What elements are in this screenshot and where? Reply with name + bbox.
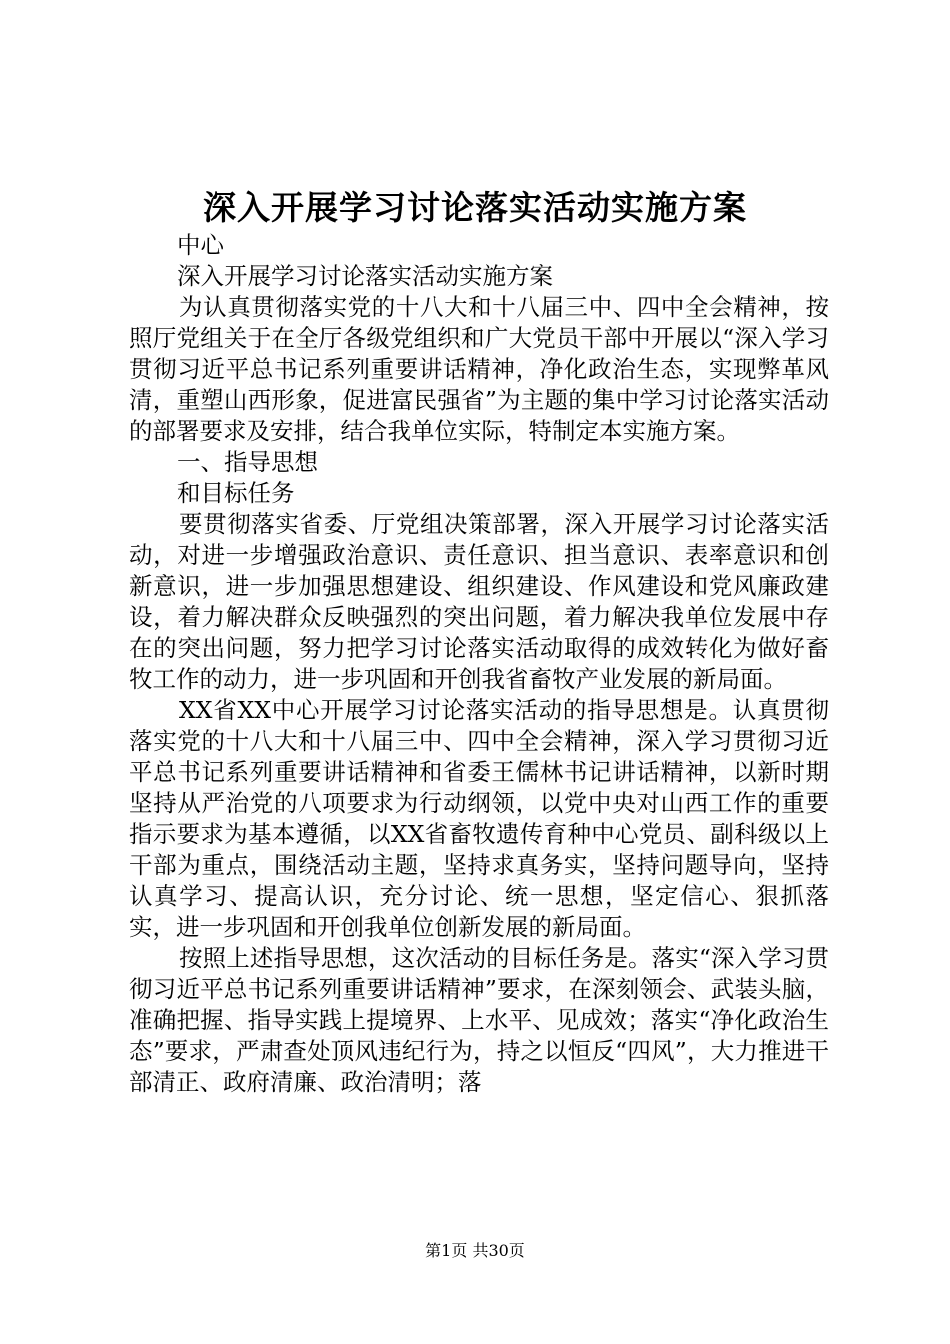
document-title: 深入开展学习讨论落实活动实施方案 [203,188,747,227]
paragraph-target-tasks: 按照上述指导思想，这次活动的目标任务是。落实“深入学习贯彻习近平总书记系列重要讲话精神”要求，在深刻领会、武装头脑，准确把握、指导实践上提境界、上水平、见成效；落实“净化政治生态”要求，严肃查处顶风违纪行为，持之以恒反“四风”，大力推进干部清正、政府清廉、政治清明；落 [129,944,829,1096]
page-number-footer: 第1页 共30页 [425,1241,525,1260]
paragraph-intro: 为认真贯彻落实党的十八大和十八届三中、四中全会精神，按照厅党组关于在全厅各级党组织和广大党员干部中开展以“深入学习贯彻习近平总书记系列重要讲话精神，净化政治生态，实现弊革风清，重塑山西形象，促进富民强省”为主题的集中学习讨论落实活动的部署要求及安排，结合我单位实际，特制定本实施方案。 [129,293,829,445]
section-heading-1-cont: 和目标任务 [177,479,295,507]
paragraph-guiding-thought: XX省XX中心开展学习讨论落实活动的指导思想是。认真贯彻落实党的十八大和十八届三中、四中全会精神，深入学习贯彻习近平总书记系列重要讲话精神和省委王儒林书记讲话精神，以新时期坚持从严治党的八项要求为行动纲领，以党中央对山西工作的重要指示要求为基本遵循，以XX省畜牧遗传育种中心党员、副科级以上干部为重点，围绕活动主题，坚持求真务实，坚持问题导向，坚持认真学习、提高认识，充分讨论、统一思想，坚定信心、狠抓落实，进一步巩固和开创我单位创新发展的新局面。 [129,696,829,941]
paragraph-requirements: 要贯彻落实省委、厅党组决策部署，深入开展学习讨论落实活动，对进一步增强政治意识、责任意识、担当意识、表率意识和创新意识，进一步加强思想建设、组织建设、作风建设和党风廉政建设，着力解决群众反映强烈的突出问题，着力解决我单位发展中存在的突出问题，努力把学习讨论落实活动取得的成效转化为做好畜牧工作的动力，进一步巩固和开创我省畜牧产业发展的新局面。 [129,510,829,693]
section-heading-1: 一、指导思想 [177,448,318,476]
paragraph-subtitle: 深入开展学习讨论落实活动实施方案 [177,262,553,290]
paragraph-org: 中心 [177,231,224,259]
document-body [129,230,829,1098]
